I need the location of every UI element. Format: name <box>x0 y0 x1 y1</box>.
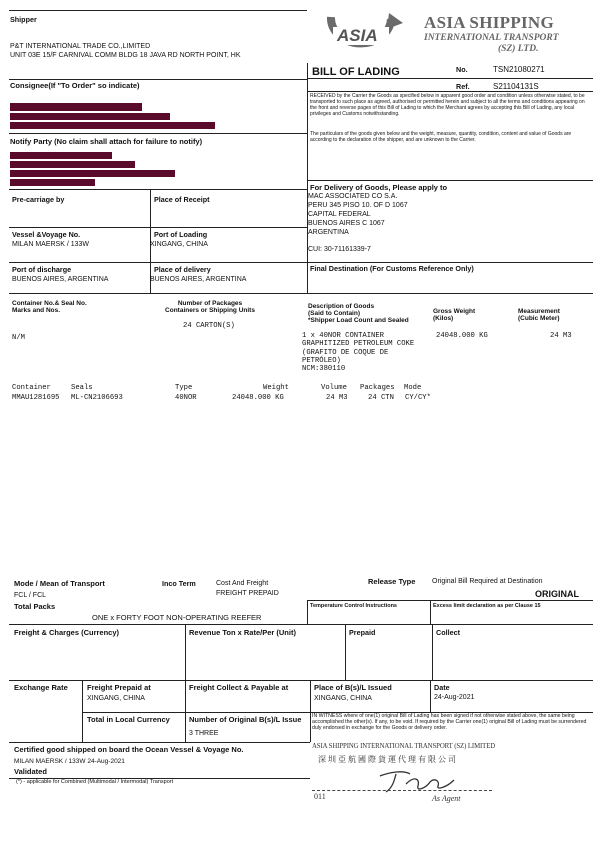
place-issue-label: Place of B(s)/L Issued <box>314 683 392 692</box>
prepaid-at-label: Freight Prepaid at <box>87 683 151 692</box>
delivery-line-1: MAC ASSOCIATED CO S.A. <box>308 193 398 200</box>
marks-value: N/M <box>12 334 25 342</box>
consignee-label: Consignee(If "To Order" so indicate) <box>10 81 140 90</box>
notify-redaction-2 <box>10 161 135 168</box>
as-agent-label: As Agent <box>432 794 461 803</box>
date-value: 24-Aug-2021 <box>434 694 475 701</box>
gross-value: 24048.000 KG <box>436 332 488 340</box>
revenue-label: Revenue Ton x Rate/Per (Unit) <box>189 628 296 637</box>
release-label: Release Type <box>368 577 416 586</box>
prepaid-label: Prepaid <box>349 628 376 637</box>
stamp-company-en: ASIA SHIPPING INTERNATIONAL TRANSPORT (SZ) LIMITED <box>312 743 496 750</box>
bl-no-label: No. <box>456 65 468 74</box>
mode-value: FCL / FCL <box>14 592 47 599</box>
footnote: (*) - applicable for Combined (Multimodal / Intermodal) Transport <box>16 779 174 785</box>
container-mode: CY/CY* <box>405 394 431 402</box>
original-stamp: ORIGINAL <box>535 589 579 599</box>
measure-value: 24 M3 <box>550 332 572 340</box>
witness-text: IN WITNESS where of one(1) original Bill of Lading has been signed if not otherwise stated above, the same being accomplished the other(s). If any, to be void. If required by the Carrier one(1) original Bill of Lading must be surrendered duly endorsed in exchange for the Goods or delivery order. <box>312 713 587 732</box>
description-value: 1 x 40NOR CONTAINER GRAPHITIZED PETROLEUM COKE (GRAFITO DE COQUE DE PETRÓLEO) NCM:380110 <box>302 332 415 374</box>
validated-label: Validated <box>14 767 47 776</box>
gross-header: Gross Weight (Kilos) <box>433 308 476 323</box>
total-packs-value: ONE x FORTY FOOT NON-OPERATING REEFER <box>92 613 262 622</box>
container-header-volume: Volume <box>321 384 347 392</box>
terms-particulars: The particulars of the goods given below and the weight, measure, quantity, condition, content and value of Goods are according to the declaration of the shipper, and are unknown to the Carrier. <box>310 131 572 143</box>
place-delivery-value: BUENOS AIRES, ARGENTINA <box>150 276 247 283</box>
packages-value: 24 CARTON(S) <box>183 322 235 330</box>
document-title: BILL OF LADING <box>312 66 400 78</box>
container-header-mode: Mode <box>404 384 422 392</box>
collect-at-label: Freight Collect & Payable at <box>189 683 289 692</box>
terms-received: RECEIVED by the Carrier the Goods as specified below in apparent good order and condition unless otherwise stated, to be transported to such place as agreed, authorised or permitted herein and subject to all the terms and conditions appearing on the front and reverse pages of this Bill of Lading to which the Merchant agrees by accepting this Bill of Lading, any local privileges and Customs notwithstanding. <box>310 93 585 117</box>
loading-value: XINGANG, CHINA <box>150 241 208 248</box>
stamp-code: 011 <box>314 792 326 801</box>
discharge-label: Port of discharge <box>12 265 72 274</box>
container-volume: 24 M3 <box>326 394 348 402</box>
delivery-line-5: ARGENTINA <box>308 229 349 236</box>
excess-limit-label: Excess limit declaration as per Clause 15 <box>433 603 541 609</box>
certified-label: Certified good shipped on board the Ocean Vessel & Voyage No. <box>14 745 244 754</box>
inco-label: Inco Term <box>162 579 196 588</box>
exchange-rate-label: Exchange Rate <box>14 683 68 692</box>
container-header-type: Type <box>175 384 193 392</box>
company-name: ASIA SHIPPING <box>424 13 555 32</box>
bl-no-value: TSN21080271 <box>493 65 545 74</box>
company-logo <box>311 11 413 63</box>
container-weight: 24048.000 KG <box>232 394 284 402</box>
container-packages: 24 CTN <box>368 394 394 402</box>
final-destination-label: Final Destination (For Customs Reference Only) <box>310 264 474 273</box>
container-type: 40NOR <box>175 394 197 402</box>
prepaid-at-value: XINGANG, CHINA <box>87 695 145 702</box>
loading-label: Port of Loading <box>154 230 208 239</box>
delivery-line-4: BUENOS AIRES C 1067 <box>308 220 385 227</box>
notify-redaction-3 <box>10 170 175 177</box>
place-issue-value: XINGANG, CHINA <box>314 695 372 702</box>
vessel-value: MILAN MAERSK / 133W <box>12 241 90 248</box>
shipper-address: UNIT 03E 15/F CARNIVAL COMM BLDG 18 JAVA RD NORTH POINT, HK <box>10 52 241 59</box>
total-local-label: Total in Local Currency <box>87 715 170 724</box>
num-original-value: 3 THREE <box>189 730 219 737</box>
description-header: Description of Goods (Said to Contain) *Shipper Load Count and Sealed <box>308 303 409 325</box>
company-subtitle: INTERNATIONAL TRANSPORT <box>424 33 559 43</box>
measure-header: Measurement (Cubic Meter) <box>518 308 560 323</box>
packages-header: Number of Packages Containers or Shipping Units <box>165 300 255 315</box>
consignee-redaction-1 <box>10 103 142 111</box>
date-label: Date <box>434 683 450 692</box>
inco-value: Cost And Freight <box>216 580 269 587</box>
container-seal: ML-CN2106693 <box>71 394 123 402</box>
precarriage-label: Pre-carriage by <box>12 195 65 204</box>
place-delivery-label: Place of delivery <box>154 265 211 274</box>
marks-header: Container No.& Seal No. Marks and Nos. <box>12 300 87 315</box>
stamp-company-cn: 深圳亞航國際貨運代理有限公司 <box>318 755 458 764</box>
container-header-packages: Packages <box>360 384 395 392</box>
delivery-line-2: PERU 345 PISO 10. OF D 1067 <box>308 202 408 209</box>
num-original-label: Number of Original B(s)/L Issue <box>189 715 302 724</box>
shipper-name: P&T INTERNATIONAL TRADE CO.,LIMITED <box>10 43 151 50</box>
discharge-value: BUENOS AIRES, ARGENTINA <box>12 276 109 283</box>
delivery-line-7: CUI: 30-71161339-7 <box>308 246 371 253</box>
collect-label: Collect <box>436 628 460 637</box>
shipper-label: Shipper <box>10 15 37 24</box>
container-header-seals: Seals <box>71 384 93 392</box>
company-subtitle2: (SZ) LTD. <box>498 44 539 54</box>
notify-label: Notify Party (No claim shall attach for failure to notify) <box>10 137 203 146</box>
notify-redaction-1 <box>10 152 112 159</box>
logo-text: ASIA <box>337 26 378 45</box>
delivery-line-3: CAPITAL FEDERAL <box>308 211 371 218</box>
receipt-label: Place of Receipt <box>154 195 210 204</box>
ref-label: Ref. <box>456 82 470 91</box>
freight-charges-label: Freight & Charges (Currency) <box>14 628 120 637</box>
vessel-label: Vessel &Voyage No. <box>12 230 81 239</box>
consignee-redaction-3 <box>10 122 215 129</box>
certified-value: MILAN MAERSK / 133W 24-Aug-2021 <box>14 758 125 765</box>
container-no: MMAU1281695 <box>12 394 60 402</box>
mode-label: Mode / Mean of Transport <box>14 579 105 588</box>
consignee-redaction-2 <box>10 113 170 120</box>
container-header-weight: Weight <box>263 384 289 392</box>
total-packs-label: Total Packs <box>14 602 56 611</box>
temp-control-label: Temperature Control Instructions <box>310 603 397 609</box>
ref-value: S21104131S <box>493 82 539 91</box>
delivery-label: For Delivery of Goods, Please apply to <box>310 183 448 192</box>
release-value: Original Bill Required at Destination <box>432 578 543 585</box>
container-header-container: Container <box>12 384 51 392</box>
notify-redaction-4 <box>10 179 95 186</box>
freight-term-value: FREIGHT PREPAID <box>216 590 279 597</box>
